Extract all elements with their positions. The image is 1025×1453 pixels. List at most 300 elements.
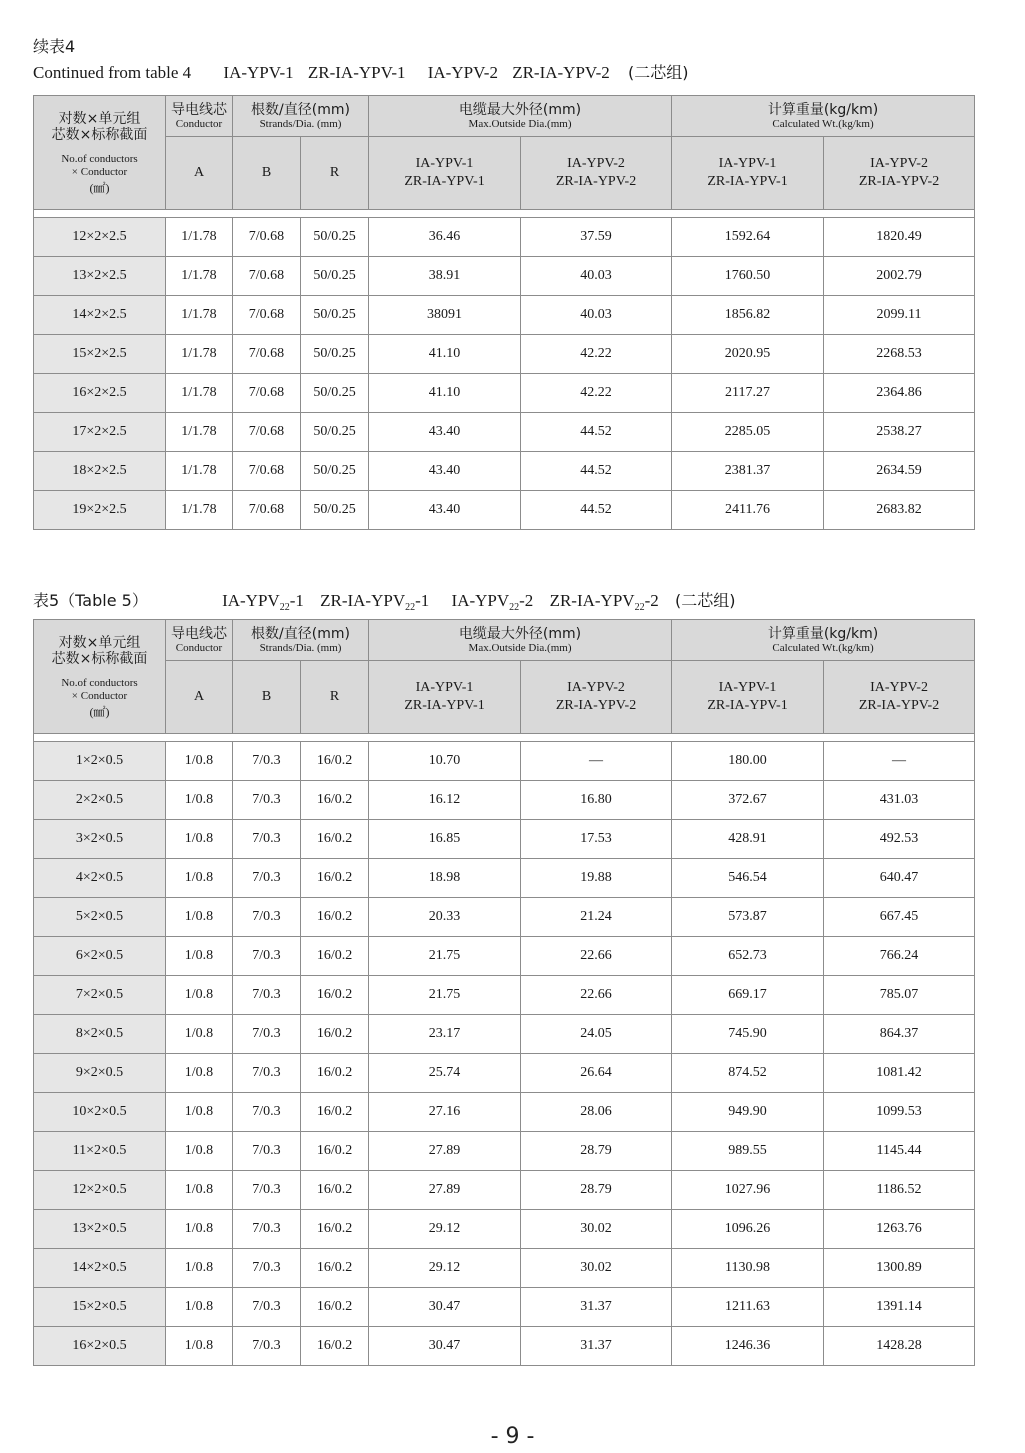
- table-cell: 8×2×0.5: [34, 1015, 166, 1054]
- table-cell: 1/1.78: [166, 452, 233, 491]
- table-cell: 667.45: [824, 898, 975, 937]
- table-cell: 180.00: [672, 742, 824, 781]
- table-cell: 1/1.78: [166, 413, 233, 452]
- table-cell: 7/0.3: [233, 1249, 301, 1288]
- header-outside-dia: [369, 620, 672, 661]
- header-col-a: A: [166, 661, 233, 734]
- table-cell: 6×2×0.5: [34, 937, 166, 976]
- table-cell: 9×2×0.5: [34, 1054, 166, 1093]
- table-cell: 16/0.2: [301, 1210, 369, 1249]
- table-cell: 16/0.2: [301, 1249, 369, 1288]
- table-cell: 1/0.8: [166, 781, 233, 820]
- header-wt-type2: [824, 137, 975, 210]
- table-cell: 12×2×0.5: [34, 1171, 166, 1210]
- header-outside-zh: 电缆最大外径(mm): [458, 625, 582, 642]
- table-cell: 1/0.8: [166, 1093, 233, 1132]
- header-od-type2: [521, 137, 672, 210]
- table-cell: 38.91: [369, 257, 521, 296]
- table-cell: 669.17: [672, 976, 824, 1015]
- header-conductor-zh: 导电线芯: [171, 101, 227, 118]
- table-cell: 12×2×2.5: [34, 218, 166, 257]
- table-cell: 16/0.2: [301, 781, 369, 820]
- table-row: [34, 1171, 975, 1210]
- table-cell: 16/0.2: [301, 1015, 369, 1054]
- table-cell: 1428.28: [824, 1327, 975, 1366]
- header-conductor: [166, 96, 233, 137]
- header-strands-en: Strands/Dia. (mm): [259, 117, 342, 130]
- table-cell: 19.88: [521, 859, 672, 898]
- table-cell: 16.12: [369, 781, 521, 820]
- table-cell: 1/0.8: [166, 1054, 233, 1093]
- header-unit: (㎟): [89, 704, 110, 719]
- table-cell: 1/0.8: [166, 742, 233, 781]
- table-cell: 7/0.3: [233, 898, 301, 937]
- table-cell: 43.40: [369, 491, 521, 530]
- table-cell: 37.59: [521, 218, 672, 257]
- header-outside-zh: 电缆最大外径(mm): [458, 101, 582, 118]
- table-cell: 2411.76: [672, 491, 824, 530]
- table-cell: 766.24: [824, 937, 975, 976]
- table-cell: 431.03: [824, 781, 975, 820]
- table-cell: 16/0.2: [301, 1132, 369, 1171]
- table-cell: 1/1.78: [166, 296, 233, 335]
- table-cell: 7/0.68: [233, 218, 301, 257]
- table5-body: [34, 734, 975, 1366]
- table-cell: 1/1.78: [166, 218, 233, 257]
- table4-caption-zh: 续表4: [33, 37, 76, 56]
- table-cell: 40.03: [521, 257, 672, 296]
- table-cell: 20.33: [369, 898, 521, 937]
- table4-model-2: ZR-IA-YPV-1: [307, 63, 406, 82]
- table5-model-2-suffix: -1: [415, 591, 430, 610]
- header-strands-zh: 根数/直径(mm): [251, 101, 350, 118]
- table-cell: 1/0.8: [166, 1171, 233, 1210]
- table5: [33, 619, 975, 1366]
- table-cell: 492.53: [824, 820, 975, 859]
- table-cell: 16.80: [521, 781, 672, 820]
- table-cell: 28.79: [521, 1132, 672, 1171]
- table-cell: 546.54: [672, 859, 824, 898]
- header-od-type1-line1: IA-YPV-1: [415, 156, 474, 171]
- header-wt-type1-line1: IA-YPV-1: [718, 156, 777, 171]
- table-cell: 15×2×2.5: [34, 335, 166, 374]
- table-cell: 7/0.3: [233, 859, 301, 898]
- table-cell: 2364.86: [824, 374, 975, 413]
- table5-model-4: [549, 591, 659, 613]
- table-cell: 16/0.2: [301, 820, 369, 859]
- header-od-type2-line2: ZR-IA-YPV-2: [555, 174, 637, 189]
- table-cell: 7/0.3: [233, 1132, 301, 1171]
- table-cell: 40.03: [521, 296, 672, 335]
- table5-caption-label: 表5（Table 5）: [33, 591, 148, 610]
- header-strands: [233, 96, 369, 137]
- table-cell: 1/0.8: [166, 1132, 233, 1171]
- header-conductor-en: Conductor: [175, 117, 223, 130]
- table-cell: 50/0.25: [301, 218, 369, 257]
- table-cell: 16/0.2: [301, 1288, 369, 1327]
- table-cell: 1/0.8: [166, 898, 233, 937]
- header-wt-type1-line2: ZR-IA-YPV-1: [707, 174, 788, 189]
- table-cell: 1/0.8: [166, 937, 233, 976]
- header-conductor-en: Conductor: [175, 641, 223, 654]
- table-cell: 21.75: [369, 937, 521, 976]
- table-cell: 27.16: [369, 1093, 521, 1132]
- header-wt-type2-line1: IA-YPV-2: [870, 680, 928, 695]
- table-row: [34, 1288, 975, 1327]
- header-wt-type1: [672, 137, 824, 210]
- header-od-type2-line1: IA-YPV-2: [567, 680, 625, 695]
- table-row: [34, 859, 975, 898]
- table-cell: 17×2×2.5: [34, 413, 166, 452]
- table-cell: 1/0.8: [166, 859, 233, 898]
- table-cell: 50/0.25: [301, 374, 369, 413]
- table-cell: 7/0.68: [233, 296, 301, 335]
- header-unit: (㎟): [89, 180, 110, 195]
- table-cell: 1760.50: [672, 257, 824, 296]
- table-cell: 1246.36: [672, 1327, 824, 1366]
- table-cell: 50/0.25: [301, 257, 369, 296]
- header-weight-zh: 计算重量(kg/km): [767, 625, 879, 642]
- table-cell: 13×2×0.5: [34, 1210, 166, 1249]
- header-wt-type1-line1: IA-YPV-1: [718, 680, 777, 695]
- table-cell: 372.67: [672, 781, 824, 820]
- table-cell: 10×2×0.5: [34, 1093, 166, 1132]
- header-od-type1-line1: IA-YPV-1: [415, 680, 474, 695]
- table-cell: 1/0.8: [166, 820, 233, 859]
- table-cell: 7/0.68: [233, 374, 301, 413]
- table5-model-1-base: IA-YPV: [222, 591, 280, 610]
- header-col-b: B: [233, 137, 301, 210]
- table-cell: 29.12: [369, 1249, 521, 1288]
- header-od-type2: [521, 661, 672, 734]
- table-cell: 7×2×0.5: [34, 976, 166, 1015]
- header-wt-type2-line1: IA-YPV-2: [870, 156, 928, 171]
- table-cell: 16/0.2: [301, 859, 369, 898]
- table-cell: 573.87: [672, 898, 824, 937]
- table-cell: 1027.96: [672, 1171, 824, 1210]
- table5-model-3: [451, 591, 534, 613]
- header-outside-dia: [369, 96, 672, 137]
- table-cell: 1096.26: [672, 1210, 824, 1249]
- table-row: [34, 218, 975, 257]
- header-pairs-zh-2: 芯数×标称截面: [51, 650, 148, 667]
- table-cell: 18×2×2.5: [34, 452, 166, 491]
- table-cell: 1820.49: [824, 218, 975, 257]
- table-row: [34, 452, 975, 491]
- table5-model-3-base: IA-YPV: [451, 591, 510, 610]
- table-row: [34, 374, 975, 413]
- header-wt-type1: [672, 661, 824, 734]
- table-cell: 2117.27: [672, 374, 824, 413]
- table-cell: 22.66: [521, 937, 672, 976]
- table-cell: 21.75: [369, 976, 521, 1015]
- table-cell: 27.89: [369, 1132, 521, 1171]
- table-row: [34, 296, 975, 335]
- header-wt-type2-line2: ZR-IA-YPV-2: [858, 174, 940, 189]
- header-pairs-zh-2: 芯数×标称截面: [51, 126, 148, 143]
- table5-caption: [33, 588, 735, 613]
- table-cell: 7/0.3: [233, 742, 301, 781]
- table-cell: 949.90: [672, 1093, 824, 1132]
- table-cell: 28.79: [521, 1171, 672, 1210]
- table-row: [34, 976, 975, 1015]
- header-od-type2-line1: IA-YPV-2: [567, 156, 625, 171]
- table-cell: 2634.59: [824, 452, 975, 491]
- table4-header: [34, 96, 975, 210]
- table-cell: 7/0.3: [233, 976, 301, 1015]
- table-cell: 41.10: [369, 335, 521, 374]
- table5-model-4-sub: 22: [634, 602, 645, 613]
- table-cell: 1300.89: [824, 1249, 975, 1288]
- table-cell: 1/0.8: [166, 1288, 233, 1327]
- table-cell: 17.53: [521, 820, 672, 859]
- table5-model-4-suffix: -2: [644, 591, 659, 610]
- table-row: [34, 491, 975, 530]
- table-cell: 1/0.8: [166, 1210, 233, 1249]
- table-row: [34, 1132, 975, 1171]
- table-cell: 1/1.78: [166, 374, 233, 413]
- table-cell: 1391.14: [824, 1288, 975, 1327]
- table-cell: 1/1.78: [166, 257, 233, 296]
- table4-model-4: ZR-IA-YPV-2: [512, 63, 610, 82]
- table-cell: 7/0.68: [233, 413, 301, 452]
- table-cell: 7/0.3: [233, 1210, 301, 1249]
- table-cell: 2538.27: [824, 413, 975, 452]
- table-cell: 1/0.8: [166, 976, 233, 1015]
- header-strands-zh: 根数/直径(mm): [251, 625, 350, 642]
- table-cell: 44.52: [521, 491, 672, 530]
- table-cell: 1592.64: [672, 218, 824, 257]
- table-row: [34, 1249, 975, 1288]
- table-spacer: [34, 210, 975, 218]
- table-cell: 16/0.2: [301, 937, 369, 976]
- table-cell: 2268.53: [824, 335, 975, 374]
- header-col-r: R: [301, 137, 369, 210]
- table-cell: 1263.76: [824, 1210, 975, 1249]
- page-number: - 9 -: [490, 1424, 535, 1449]
- table-cell: 44.52: [521, 413, 672, 452]
- header-outside-en: Max.Outside Dia.(mm): [468, 641, 572, 654]
- table-cell: 26.64: [521, 1054, 672, 1093]
- table-cell: 25.74: [369, 1054, 521, 1093]
- header-od-type1-line2: ZR-IA-YPV-1: [404, 698, 485, 713]
- table5-model-3-suffix: -2: [519, 591, 534, 610]
- header-weight-en: Calculated Wt.(kg/km): [772, 641, 874, 654]
- table-cell: 50/0.25: [301, 491, 369, 530]
- table-cell: 3×2×0.5: [34, 820, 166, 859]
- table-row: [34, 937, 975, 976]
- table-cell: 7/0.3: [233, 781, 301, 820]
- table5-model-1: [222, 591, 304, 613]
- header-col-a: A: [166, 137, 233, 210]
- table-cell: 7/0.3: [233, 1015, 301, 1054]
- table-cell: 30.02: [521, 1210, 672, 1249]
- table-row: [34, 1327, 975, 1366]
- table-cell: 22.66: [521, 976, 672, 1015]
- table-cell: 29.12: [369, 1210, 521, 1249]
- table-cell: 50/0.25: [301, 413, 369, 452]
- table4: [33, 95, 975, 530]
- table-cell: 31.37: [521, 1288, 672, 1327]
- table-cell: 652.73: [672, 937, 824, 976]
- table5-model-1-suffix: -1: [289, 591, 304, 610]
- table-row: [34, 257, 975, 296]
- header-outside-en: Max.Outside Dia.(mm): [468, 117, 572, 130]
- table-cell: 30.47: [369, 1288, 521, 1327]
- header-pairs-zh-1: 对数×单元组: [58, 110, 141, 127]
- header-wt-type2-line2: ZR-IA-YPV-2: [858, 698, 940, 713]
- table-cell: —: [521, 742, 672, 781]
- table5-header: [34, 620, 975, 734]
- table4-model-3: IA-YPV-2: [427, 63, 498, 82]
- header-od-type1: [369, 661, 521, 734]
- table-cell: 7/0.3: [233, 937, 301, 976]
- table-row: [34, 820, 975, 859]
- table-cell: 874.52: [672, 1054, 824, 1093]
- header-col-b: B: [233, 661, 301, 734]
- header-wt-type2: [824, 661, 975, 734]
- table-cell: 7/0.68: [233, 491, 301, 530]
- header-col-r: R: [301, 661, 369, 734]
- table5-group-label: (二芯组): [674, 591, 736, 610]
- table4-model-1: IA-YPV-1: [223, 63, 294, 82]
- table-cell: 7/0.3: [233, 1171, 301, 1210]
- table-cell: 7/0.3: [233, 820, 301, 859]
- header-pairs-en-1: No.of conductors: [61, 152, 138, 165]
- table-cell: 785.07: [824, 976, 975, 1015]
- table-cell: 2683.82: [824, 491, 975, 530]
- table5-model-2-base: ZR-IA-YPV: [320, 591, 406, 610]
- header-od-type1: [369, 137, 521, 210]
- table-cell: 1130.98: [672, 1249, 824, 1288]
- table-cell: 7/0.3: [233, 1054, 301, 1093]
- header-pairs-en-1: No.of conductors: [61, 676, 138, 689]
- table5-model-2: [320, 591, 430, 613]
- table-cell: 16/0.2: [301, 976, 369, 1015]
- table-cell: 18.98: [369, 859, 521, 898]
- table-cell: 42.22: [521, 374, 672, 413]
- table-cell: 2099.11: [824, 296, 975, 335]
- header-weight: [672, 96, 975, 137]
- table-cell: 13×2×2.5: [34, 257, 166, 296]
- table-cell: 16×2×2.5: [34, 374, 166, 413]
- table-cell: 43.40: [369, 452, 521, 491]
- table-cell: 1145.44: [824, 1132, 975, 1171]
- table-row: [34, 1015, 975, 1054]
- table-cell: 50/0.25: [301, 335, 369, 374]
- table-cell: 1/0.8: [166, 1015, 233, 1054]
- header-strands: [233, 620, 369, 661]
- table-spacer-cell: [34, 210, 975, 218]
- table-cell: 16×2×0.5: [34, 1327, 166, 1366]
- table-row: [34, 413, 975, 452]
- header-pairs-cell: [34, 620, 166, 734]
- table-cell: 41.10: [369, 374, 521, 413]
- table-row: [34, 335, 975, 374]
- table-cell: 28.06: [521, 1093, 672, 1132]
- table5-model-1-sub: 22: [279, 602, 290, 613]
- header-pairs-en-2: × Conductor: [71, 165, 128, 178]
- table-cell: 4×2×0.5: [34, 859, 166, 898]
- table-cell: 1/1.78: [166, 491, 233, 530]
- table-cell: 1099.53: [824, 1093, 975, 1132]
- table-row: [34, 781, 975, 820]
- table-cell: 2020.95: [672, 335, 824, 374]
- table-cell: 7/0.3: [233, 1093, 301, 1132]
- header-pairs-cell: [34, 96, 166, 210]
- table-cell: 864.37: [824, 1015, 975, 1054]
- table-cell: 16/0.2: [301, 742, 369, 781]
- table-cell: 19×2×2.5: [34, 491, 166, 530]
- table-cell: 16/0.2: [301, 1093, 369, 1132]
- table-cell: 21.24: [521, 898, 672, 937]
- table-cell: 1/0.8: [166, 1249, 233, 1288]
- table-cell: 2381.37: [672, 452, 824, 491]
- header-strands-en: Strands/Dia. (mm): [259, 641, 342, 654]
- table-cell: 38091: [369, 296, 521, 335]
- table-row: [34, 1054, 975, 1093]
- table-cell: 1/1.78: [166, 335, 233, 374]
- header-wt-type1-line2: ZR-IA-YPV-1: [707, 698, 788, 713]
- table-cell: 16/0.2: [301, 1171, 369, 1210]
- table-cell: 16/0.2: [301, 898, 369, 937]
- table-cell: 50/0.25: [301, 296, 369, 335]
- table4-group-label: (二芯组): [628, 63, 689, 82]
- table-cell: 24.05: [521, 1015, 672, 1054]
- header-od-type2-line2: ZR-IA-YPV-2: [555, 698, 637, 713]
- table-cell: 1211.63: [672, 1288, 824, 1327]
- table-cell: 989.55: [672, 1132, 824, 1171]
- header-conductor-zh: 导电线芯: [171, 625, 227, 642]
- table-cell: 36.46: [369, 218, 521, 257]
- header-conductor: [166, 620, 233, 661]
- table-cell: 1856.82: [672, 296, 824, 335]
- table-row: [34, 1210, 975, 1249]
- table-cell: 27.89: [369, 1171, 521, 1210]
- table-cell: 30.47: [369, 1327, 521, 1366]
- table-cell: 23.17: [369, 1015, 521, 1054]
- table-row: [34, 742, 975, 781]
- table-cell: 640.47: [824, 859, 975, 898]
- table-cell: 14×2×0.5: [34, 1249, 166, 1288]
- table-row: [34, 898, 975, 937]
- table-cell: 7/0.3: [233, 1288, 301, 1327]
- table-cell: 428.91: [672, 820, 824, 859]
- table-cell: 30.02: [521, 1249, 672, 1288]
- table5-model-4-base: ZR-IA-YPV: [549, 591, 635, 610]
- table5-model-2-sub: 22: [405, 602, 416, 613]
- table-cell: 7/0.68: [233, 452, 301, 491]
- header-pairs-zh-1: 对数×单元组: [58, 634, 141, 651]
- table-cell: 5×2×0.5: [34, 898, 166, 937]
- table-cell: 1×2×0.5: [34, 742, 166, 781]
- table-cell: 15×2×0.5: [34, 1288, 166, 1327]
- table-cell: 2002.79: [824, 257, 975, 296]
- header-od-type1-line2: ZR-IA-YPV-1: [404, 174, 485, 189]
- table-cell: 50/0.25: [301, 452, 369, 491]
- table-row: [34, 1093, 975, 1132]
- table-cell: 7/0.3: [233, 1327, 301, 1366]
- table-cell: 16/0.2: [301, 1054, 369, 1093]
- table4-caption-label: Continued from table 4: [33, 63, 192, 82]
- table-cell: 11×2×0.5: [34, 1132, 166, 1171]
- header-pairs-en-2: × Conductor: [71, 689, 128, 702]
- table-cell: 1186.52: [824, 1171, 975, 1210]
- table-cell: 2×2×0.5: [34, 781, 166, 820]
- table-cell: 42.22: [521, 335, 672, 374]
- table-cell: 1/0.8: [166, 1327, 233, 1366]
- table-cell: 44.52: [521, 452, 672, 491]
